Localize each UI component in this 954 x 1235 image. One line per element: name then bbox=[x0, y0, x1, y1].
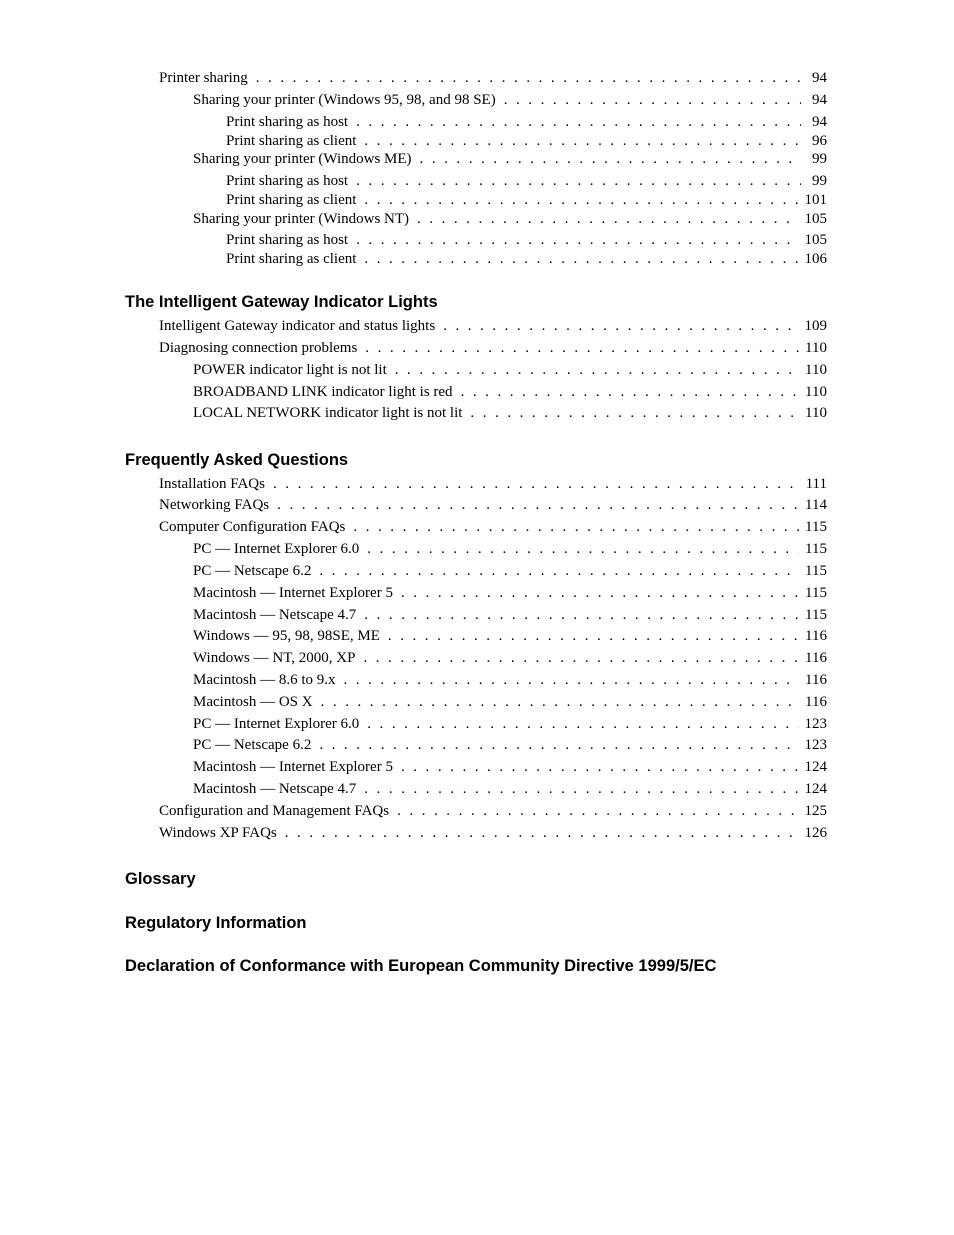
toc-leader-dots bbox=[344, 671, 800, 689]
toc-leader-dots bbox=[365, 339, 799, 357]
toc-entry[interactable] bbox=[193, 383, 827, 401]
toc-entry[interactable] bbox=[226, 250, 827, 268]
toc-leader-dots bbox=[356, 113, 801, 131]
toc-leader-dots bbox=[319, 562, 799, 580]
toc-entry-title: Macintosh — OS X bbox=[193, 694, 313, 710]
toc-entry-title: LOCAL NETWORK indicator light is not lit bbox=[193, 405, 463, 421]
toc-entry[interactable] bbox=[193, 715, 827, 733]
toc-leader-dots bbox=[401, 584, 799, 602]
toc-page-number: 105 bbox=[804, 211, 827, 227]
toc-leader-dots bbox=[363, 649, 799, 667]
toc-entry[interactable] bbox=[159, 496, 827, 514]
section-heading-declaration[interactable]: Declaration of Conformance with European Community Directive 1999/5/EC bbox=[125, 957, 717, 975]
toc-page-number: 115 bbox=[805, 519, 827, 535]
toc-page-number: 124 bbox=[804, 759, 827, 775]
toc-entry[interactable] bbox=[226, 172, 827, 190]
toc-entry[interactable] bbox=[226, 113, 827, 131]
toc-page-number: 94 bbox=[812, 92, 827, 108]
toc-page-number: 125 bbox=[804, 803, 827, 819]
toc-page-number: 115 bbox=[805, 585, 827, 601]
toc-leader-dots bbox=[397, 802, 798, 820]
toc-entry[interactable] bbox=[159, 518, 827, 536]
toc-entry[interactable] bbox=[193, 210, 827, 228]
toc-leader-dots bbox=[256, 69, 801, 87]
toc-entry-title: Installation FAQs bbox=[159, 476, 265, 492]
toc-leader-dots bbox=[388, 627, 799, 645]
toc-leader-dots bbox=[285, 824, 799, 842]
toc-entry[interactable] bbox=[159, 824, 827, 842]
section-heading-faq[interactable]: Frequently Asked Questions bbox=[125, 451, 349, 469]
toc-entry-title: Print sharing as host bbox=[226, 114, 349, 130]
toc-page-number: 116 bbox=[805, 672, 827, 688]
toc-entry-title: Macintosh — Internet Explorer 5 bbox=[193, 759, 393, 775]
toc-page-number: 94 bbox=[812, 114, 827, 130]
toc-entry-title: Diagnosing connection problems bbox=[159, 340, 358, 356]
toc-page-number: 114 bbox=[805, 497, 827, 513]
toc-page-number: 123 bbox=[804, 737, 827, 753]
toc-leader-dots bbox=[417, 210, 798, 228]
toc-page-number: 116 bbox=[805, 628, 827, 644]
toc-leader-dots bbox=[273, 475, 800, 493]
toc-leader-dots bbox=[367, 540, 799, 558]
toc-entry-title: PC — Netscape 6.2 bbox=[193, 563, 312, 579]
toc-page-number: 99 bbox=[812, 151, 827, 167]
toc-entry[interactable] bbox=[193, 361, 827, 379]
toc-page-number: 116 bbox=[805, 694, 827, 710]
toc-leader-dots bbox=[319, 736, 798, 754]
toc-leader-dots bbox=[420, 150, 801, 168]
toc-leader-dots bbox=[461, 383, 799, 401]
toc-entry[interactable] bbox=[193, 584, 827, 602]
toc-page-number: 126 bbox=[804, 825, 827, 841]
toc-leader-dots bbox=[367, 715, 798, 733]
toc-entry[interactable] bbox=[193, 404, 827, 422]
toc-page-number: 110 bbox=[805, 384, 827, 400]
toc-entry-title: Intelligent Gateway indicator and status lights bbox=[159, 318, 436, 334]
toc-entry[interactable] bbox=[193, 627, 827, 645]
toc-entry-title: Print sharing as host bbox=[226, 173, 349, 189]
toc-entry[interactable] bbox=[193, 606, 827, 624]
toc-entry[interactable] bbox=[226, 191, 827, 209]
toc-leader-dots bbox=[364, 250, 798, 268]
toc-entry-title: Computer Configuration FAQs bbox=[159, 519, 346, 535]
toc-entry-title: Macintosh — Netscape 4.7 bbox=[193, 607, 357, 623]
toc-page-number: 124 bbox=[804, 781, 827, 797]
toc-entry[interactable] bbox=[226, 231, 827, 249]
toc-leader-dots bbox=[277, 496, 799, 514]
toc-entry[interactable] bbox=[226, 132, 827, 150]
toc-leader-dots bbox=[356, 231, 798, 249]
toc-leader-dots bbox=[364, 780, 798, 798]
toc-entry-title: Windows — NT, 2000, XP bbox=[193, 650, 356, 666]
toc-leader-dots bbox=[395, 361, 799, 379]
toc-leader-dots bbox=[321, 693, 799, 711]
toc-entry[interactable] bbox=[193, 150, 827, 168]
toc-entry[interactable] bbox=[159, 69, 827, 87]
toc-page-number: 116 bbox=[805, 650, 827, 666]
toc-page-number: 99 bbox=[812, 173, 827, 189]
section-heading-indicator-lights[interactable]: The Intelligent Gateway Indicator Lights bbox=[125, 293, 438, 311]
toc-page-number: 115 bbox=[805, 541, 827, 557]
toc-entry-title: Macintosh — Internet Explorer 5 bbox=[193, 585, 393, 601]
toc-page-number: 110 bbox=[805, 340, 827, 356]
toc-page-number: 94 bbox=[812, 70, 827, 86]
toc-entry[interactable] bbox=[159, 317, 827, 335]
toc-leader-dots bbox=[356, 172, 801, 190]
toc-entry-title: Sharing your printer (Windows 95, 98, and 98 SE) bbox=[193, 92, 496, 108]
toc-entry[interactable] bbox=[193, 671, 827, 689]
toc-entry-title: Print sharing as host bbox=[226, 232, 349, 248]
toc-page-number: 110 bbox=[805, 362, 827, 378]
toc-entry-title: Windows XP FAQs bbox=[159, 825, 277, 841]
toc-page-number: 111 bbox=[805, 476, 827, 492]
toc-leader-dots bbox=[364, 191, 798, 209]
toc-entry-title: Macintosh — 8.6 to 9.x bbox=[193, 672, 336, 688]
toc-page-number: 115 bbox=[805, 607, 827, 623]
toc-entry-title: BROADBAND LINK indicator light is red bbox=[193, 384, 453, 400]
toc-page-number: 110 bbox=[805, 405, 827, 421]
toc-entry-title: Print sharing as client bbox=[226, 133, 357, 149]
toc-entry-title: POWER indicator light is not lit bbox=[193, 362, 387, 378]
toc-entry-title: Sharing your printer (Windows NT) bbox=[193, 211, 410, 227]
toc-entry-title: Print sharing as client bbox=[226, 251, 357, 267]
toc-leader-dots bbox=[504, 91, 801, 109]
toc-entry-title: PC — Internet Explorer 6.0 bbox=[193, 716, 360, 732]
toc-entry-title: PC — Netscape 6.2 bbox=[193, 737, 312, 753]
toc-entry[interactable] bbox=[193, 91, 827, 109]
toc-entry[interactable] bbox=[159, 339, 827, 357]
toc-page-number: 115 bbox=[805, 563, 827, 579]
toc-leader-dots bbox=[470, 404, 799, 422]
toc-entry[interactable] bbox=[193, 758, 827, 776]
toc-entry[interactable] bbox=[193, 562, 827, 580]
toc-leader-dots bbox=[364, 132, 801, 150]
section-heading-glossary[interactable]: Glossary bbox=[125, 870, 196, 888]
toc-page-number: 106 bbox=[804, 251, 827, 267]
toc-leader-dots bbox=[401, 758, 799, 776]
section-heading-regulatory[interactable]: Regulatory Information bbox=[125, 914, 307, 932]
toc-entry-title: Macintosh — Netscape 4.7 bbox=[193, 781, 357, 797]
toc-entry[interactable] bbox=[193, 649, 827, 667]
toc-page-number: 123 bbox=[804, 716, 827, 732]
toc-leader-dots bbox=[364, 606, 799, 624]
toc-entry[interactable] bbox=[193, 693, 827, 711]
toc-entry[interactable] bbox=[193, 540, 827, 558]
toc-page-number: 101 bbox=[804, 192, 827, 208]
toc-entry-title: Windows — 95, 98, 98SE, ME bbox=[193, 628, 380, 644]
toc-entry-title: PC — Internet Explorer 6.0 bbox=[193, 541, 360, 557]
toc-entry-title: Print sharing as client bbox=[226, 192, 357, 208]
toc-leader-dots bbox=[353, 518, 799, 536]
toc-entry-title: Networking FAQs bbox=[159, 497, 270, 513]
toc-entry-title: Configuration and Management FAQs bbox=[159, 803, 390, 819]
toc-entry[interactable] bbox=[159, 475, 827, 493]
toc-entry[interactable] bbox=[159, 802, 827, 820]
toc-entry[interactable] bbox=[193, 780, 827, 798]
toc-page-number: 109 bbox=[804, 318, 827, 334]
toc-page-number: 105 bbox=[804, 232, 827, 248]
toc-entry[interactable] bbox=[193, 736, 827, 754]
toc-entry-title: Sharing your printer (Windows ME) bbox=[193, 151, 412, 167]
toc-leader-dots bbox=[443, 317, 798, 335]
toc-entry-title: Printer sharing bbox=[159, 70, 248, 86]
toc-page-number: 96 bbox=[812, 133, 827, 149]
